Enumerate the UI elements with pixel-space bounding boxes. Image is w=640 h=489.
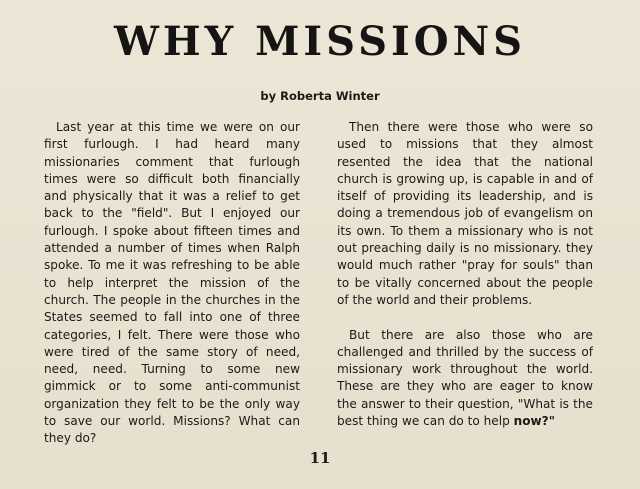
page-number: 11 [309,449,331,467]
right-column [337,119,593,430]
paragraph-used-to-missions: Then there were those who were so used to missions that they almost resented the idea that the national church is growing up, is capable in and of itself of providing its leadership, and is doing a tremendous job of evangelism on its own. To them a missionary who is not out preaching daily is no missionary. they would much rather "pray for souls" than to be vitally concerned about the people of the world and their problems. [337,120,593,307]
article-byline: by Roberta Winter [260,89,380,103]
paragraph-furlough: Last year at this time we were on our first furlough. I had heard many missionaries comment that furlough times were so difficult both financially and physically that it was a relief to get back to the "field". But I enjoyed our furlough. I spoke about fifteen times and attended a number of times when Ralph spoke. To me it was refreshing to be able to help interpret the mission of the church. The people in the churches in the States seemed to fall into one of three categories, I felt. There were those who were tired of the same story of need, need, need. Turning to some new gimmick or to some anti-communist organization they felt to be the only way to save our world. Missions? What can they do? [44,120,300,446]
emphasis-now: now?" [513,414,556,429]
article-title: WHY MISSIONS [113,18,527,65]
left-column [44,119,300,448]
paragraph-challenged [337,327,593,431]
paragraph-challenged-text: But there are also those who are challenged and thrilled by the success of missionary work throughout the world. These are they who are eager to know the answer to their question, "What is the best thing we can do to help [337,327,593,429]
